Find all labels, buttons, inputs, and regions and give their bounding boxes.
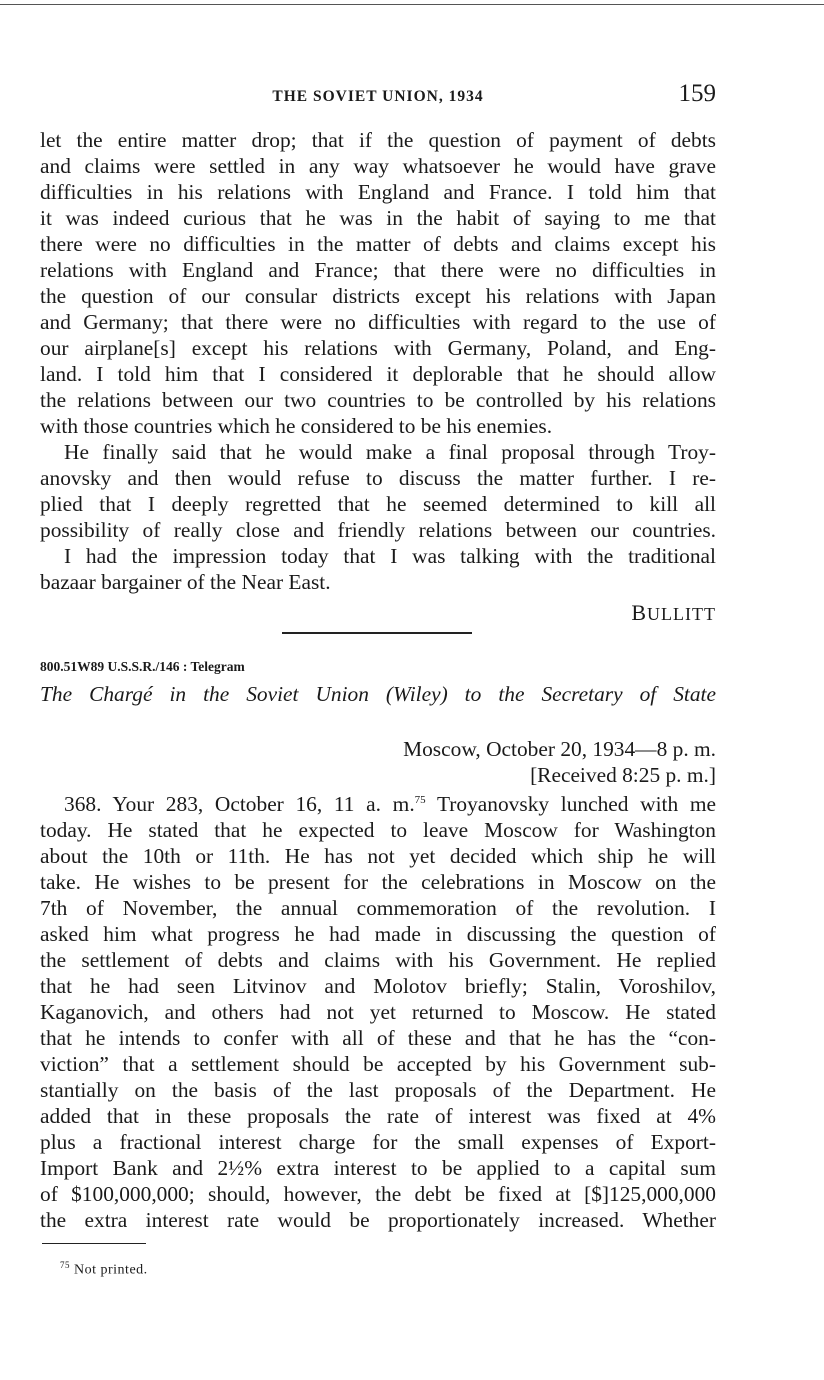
text-line: 7th of November, the annual commemoration of the revolution. I xyxy=(40,896,716,920)
received-time: [Received 8:25 p. m.] xyxy=(530,763,716,787)
text-line: let the entire matter drop; that if the question of payment of debts xyxy=(40,128,716,152)
text-line: bazaar bargainer of the Near East. xyxy=(40,570,331,594)
telegram-opening-end: Troyanovsky lunched with me xyxy=(425,792,716,816)
text-line: of $100,000,000; should, however, the debt be fixed at [$]125,000,000 xyxy=(40,1182,716,1206)
signature-bullitt xyxy=(631,600,716,626)
text-line: relations with England and France; that there were no difficulties in xyxy=(40,258,716,282)
document-title: The Chargé in the Soviet Union (Wiley) to the Secretary of State xyxy=(40,682,716,706)
text-line: there were no difficulties in the matter of debts and claims except his xyxy=(40,232,716,256)
text-line: anovsky and then would refuse to discuss the matter further. I re- xyxy=(40,466,716,490)
bullitt-report-text xyxy=(40,127,716,595)
page-number: 159 xyxy=(678,80,716,107)
section-separator xyxy=(282,632,472,634)
running-title: THE SOVIET UNION, 1934 xyxy=(272,88,484,105)
footnote-text: Not printed. xyxy=(74,1262,148,1278)
text-line: with those countries which he considered to be his enemies. xyxy=(40,414,553,438)
text-line: today. He stated that he expected to leave Moscow for Washington xyxy=(40,818,716,842)
text-line: He finally said that he would make a final proposal through Troy- xyxy=(64,440,716,464)
text-line: plied that I deeply regretted that he seemed determined to kill all xyxy=(40,492,716,516)
text-line: and claims were settled in any way whatsoever he would have grave xyxy=(40,154,716,178)
dateline: Moscow, October 20, 1934—8 p. m. xyxy=(403,737,716,761)
text-line: about the 10th or 11th. He has not yet decided which ship he will xyxy=(40,844,716,868)
file-reference: 800.51W89 U.S.S.R./146 : Telegram xyxy=(40,659,245,674)
text-line: added that in these proposals the rate of interest was fixed at 4% xyxy=(40,1104,716,1128)
telegram-opening: 368. Your 283, October 16, 11 a. m. xyxy=(64,792,415,816)
footnote-rule xyxy=(42,1243,146,1244)
text-line: the extra interest rate would be proportionately increased. Whether xyxy=(40,1208,716,1232)
text-line: and Germany; that there were no difficulties with regard to the use of xyxy=(40,310,716,334)
text-line: land. I told him that I considered it deplorable that he should allow xyxy=(40,362,716,386)
dateline-block xyxy=(403,736,716,788)
footnote xyxy=(60,1260,148,1279)
text-line: plus a fractional interest charge for the small expenses of Export- xyxy=(40,1130,716,1154)
text-line: viction” that a settlement should be accepted by his Government sub- xyxy=(40,1052,716,1076)
top-rule xyxy=(0,4,824,5)
text-line: the question of our consular districts except his relations with Japan xyxy=(40,284,716,308)
text-line: it was indeed curious that he was in the habit of saying to me that xyxy=(40,206,716,230)
telegram-text xyxy=(40,791,716,1233)
signature-initial: B xyxy=(631,600,648,625)
footnote-mark: 75 xyxy=(60,1260,70,1270)
text-line: asked him what progress he had made in discussing the question of xyxy=(40,922,716,946)
text-line: take. He wishes to be present for the celebrations in Moscow on the xyxy=(40,870,716,894)
text-line: Kaganovich, and others had not yet returned to Moscow. He stated xyxy=(40,1000,716,1024)
text-line: our airplane[s] except his relations with Germany, Poland, and Eng- xyxy=(40,336,716,360)
text-line: possibility of really close and friendly relations between our countries. xyxy=(40,518,716,542)
footnote-reference: 75 xyxy=(414,793,426,806)
text-line: I had the impression today that I was talking with the traditional xyxy=(64,544,716,568)
text-line: that he had seen Litvinov and Molotov briefly; Stalin, Voroshilov, xyxy=(40,974,716,998)
signature-rest: ULLITT xyxy=(647,604,716,624)
text-line: the settlement of debts and claims with his Government. He replied xyxy=(40,948,716,972)
page-header xyxy=(40,80,716,110)
text-line: the relations between our two countries to be controlled by his relations xyxy=(40,388,716,412)
text-line: stantially on the basis of the last proposals of the Department. He xyxy=(40,1078,716,1102)
text-line-first xyxy=(40,791,716,817)
text-line: Import Bank and 2½% extra interest to be applied to a capital sum xyxy=(40,1156,716,1180)
text-line: that he intends to confer with all of these and that he has the “con- xyxy=(40,1026,716,1050)
text-line: difficulties in his relations with England and France. I told him that xyxy=(40,180,716,204)
